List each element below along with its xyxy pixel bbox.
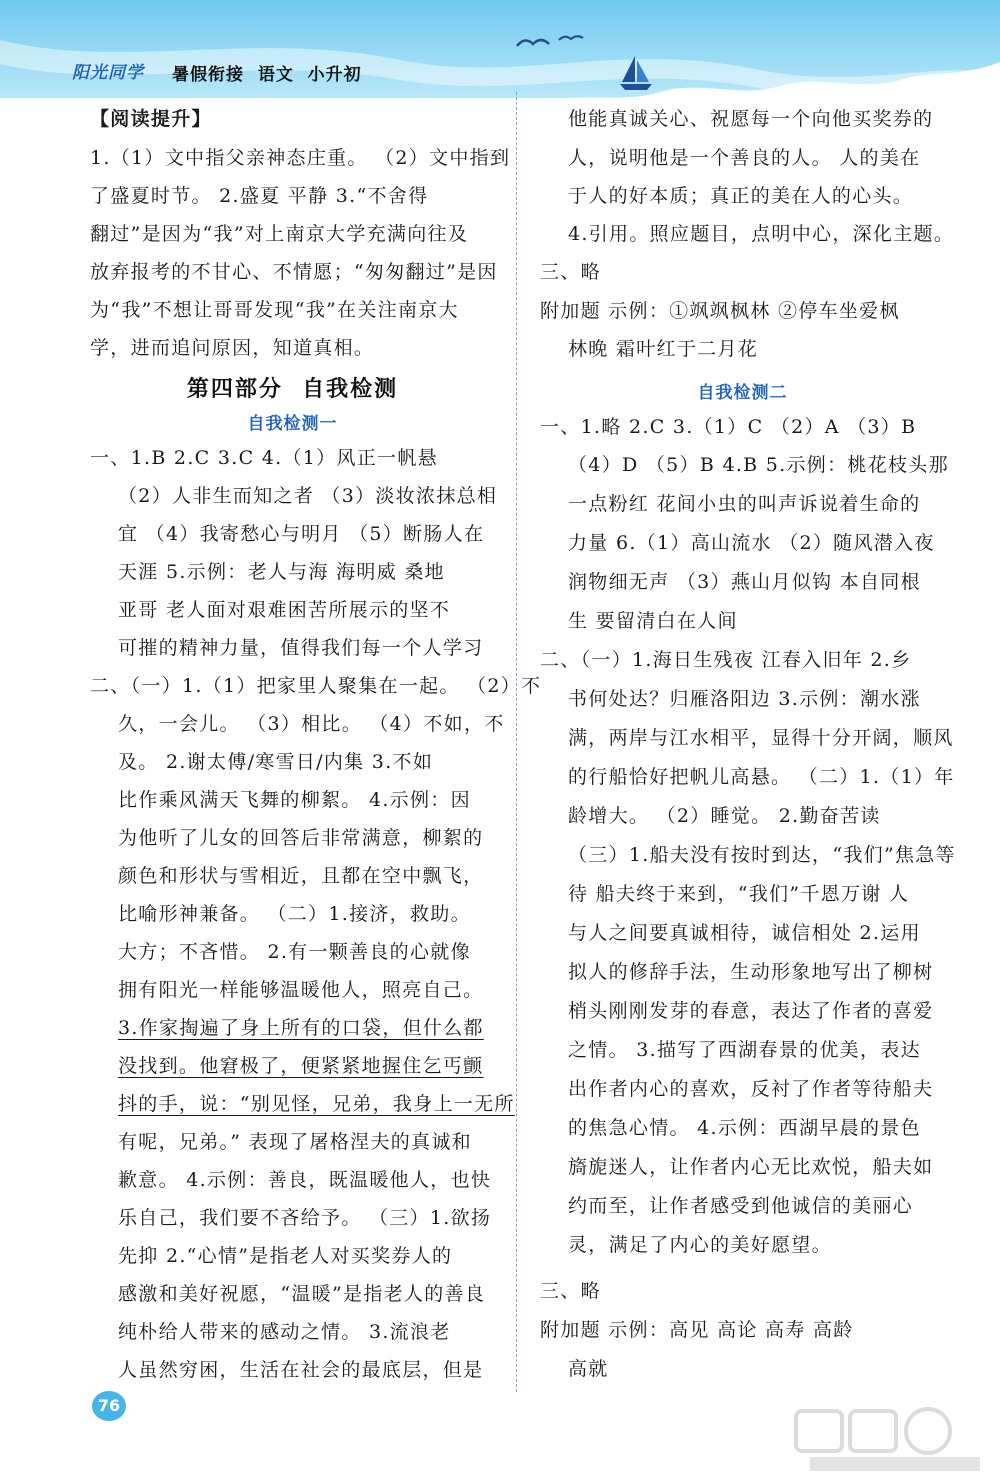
answer-line: 放弃报考的不甘心、不情愿；“匆匆翻过”是因: [90, 261, 498, 283]
answer-line: 可摧的精神力量，值得我们每一个人学习: [118, 637, 484, 659]
seagull-icon: [515, 32, 585, 54]
answer-line: 学，进而追问原因，知道真相。: [90, 337, 375, 359]
answer-line: 之情。 3.描写了西湖春景的优美，表达: [568, 1039, 921, 1061]
answer-line: 与人之间要真诚相待，诚信相处 2.运用: [568, 922, 921, 944]
answer-line: 约而至，让作者感受到他诚信的美丽心: [568, 1195, 914, 1217]
answer-line: 亚哥 老人面对艰难困苦所展示的坚不: [118, 599, 451, 621]
answer-line: 一、1.B 2.C 3.C 4.（1）风正一帆悬: [90, 447, 438, 469]
answer-line: 润物细无声 （3）燕山月似钩 本自同根: [568, 571, 921, 593]
answer-line: 久，一会儿。 （3）相比。 （4）不如，不: [118, 713, 505, 735]
answer-line: 天涯 5.示例：老人与海 海明威 桑地: [118, 561, 445, 583]
underlined-answer-line: 3.作家掏遍了身上所有的口袋，但什么都: [118, 1017, 484, 1039]
answer-line: 比作乘风满天飞舞的柳絮。 4.示例：因: [118, 789, 471, 811]
answer-line: 灵，满足了内心的美好愿望。: [568, 1234, 832, 1256]
underlined-answer-line: 抖的手，说：“别见怪，兄弟，我身上一无所: [118, 1093, 515, 1115]
answer-line: 于人的好本质；真正的美在人的心头。: [568, 185, 914, 207]
answer-line: 及。 2.谢太傅/寒雪日/内集 3.不如: [118, 751, 434, 773]
column-divider: [516, 92, 517, 1392]
answer-line: 梢头刚刚发芽的春意，表达了作者的喜爱: [568, 1000, 934, 1022]
part-title: 第四部分 自我检测: [186, 377, 399, 402]
test1-title: 自我检测一: [247, 414, 338, 434]
answer-line: 拥有阳光一样能够温暖他人，照亮自己。: [118, 979, 484, 1001]
answer-line: 纯朴给人带来的感动之情。 3.流浪老: [118, 1321, 451, 1343]
page-number-badge: 76: [92, 1391, 126, 1421]
answer-line: 比喻形神兼备。 （二）1.接济，救助。: [118, 903, 471, 925]
answer-line: 4.引用。照应题目，点明中心，深化主题。: [568, 223, 955, 245]
answer-line: 为“我”不想让哥哥发现“我”在关注南京大: [90, 299, 459, 321]
answer-line: 了盛夏时节。 2.盛夏 平静 3.“不舍得: [90, 185, 429, 207]
underlined-answer-line: 没找到。他窘极了，便紧紧地握住乞丐颤: [118, 1055, 484, 1077]
answer-line: 有呢，兄弟。” 表现了屠格涅夫的真诚和: [118, 1131, 472, 1153]
answer-line: 感激和美好祝愿，“温暖”是指老人的善良: [118, 1283, 486, 1305]
answer-line: 歉意。 4.示例：善良，既温暖他人，也快: [118, 1169, 492, 1191]
answer-line: 满，两岸与江水相平，显得十分开阔，顺风: [568, 727, 954, 749]
bonus-question-line: 附加题 示例：①飒飒枫林 ②停车坐爱枫: [540, 300, 900, 322]
test2-title: 自我检测二: [697, 383, 788, 403]
section-label-reading: 【阅读提升】: [90, 108, 212, 130]
answer-line: 三、略: [540, 1280, 601, 1302]
answer-line: 书何处达？归雁洛阳边 3.示例：潮水涨: [568, 688, 921, 710]
sailboat-icon: [618, 52, 654, 94]
answer-line: 先抑 2.“心情”是指老人对买奖券人的: [118, 1245, 453, 1267]
header-banner: [0, 0, 1000, 110]
answer-line: 为他听了儿女的回答后非常满意，柳絮的: [118, 827, 484, 849]
bonus-question-line: 附加题 示例：高见 高论 高寿 高龄: [540, 1319, 854, 1341]
answer-line: 拟人的修辞手法，生动形象地写出了柳树: [568, 961, 934, 983]
answer-line: 生 要留清白在人间: [568, 610, 738, 632]
answer-line: 的焦急心情。 4.示例：西湖早晨的景色: [568, 1117, 921, 1139]
answer-line: 宜 （4）我寄愁心与明月 （5）断肠人在: [118, 523, 485, 545]
answer-line: 二、（一）1.海日生残夜 江春入旧年 2.乡: [540, 649, 912, 671]
answer-line: 一点粉红 花间小虫的叫声诉说着生命的: [568, 493, 921, 515]
sky-wave-background: [0, 0, 1000, 110]
answer-line: 大方；不吝惜。 2.有一颗善良的心就像: [118, 941, 471, 963]
answer-line: 旖旎迷人，让作者内心无比欢悦，船夫如: [568, 1156, 934, 1178]
answer-line: 待 船夫终于来到，“我们”千恩万谢 人: [568, 883, 910, 905]
answer-line: 出作者内心的喜欢，反衬了作者等待船夫: [568, 1078, 934, 1100]
answer-line: （4）D （5）B 4.B 5.示例：桃花枝头那: [568, 454, 949, 476]
series-title: 暑假衔接 语文 小升初: [172, 65, 362, 85]
answer-watermark-logo: [790, 1405, 1000, 1475]
answer-line: 力量 6.（1）高山流水 （2）随风潜入夜: [568, 532, 935, 554]
answer-line: 的行船恰好把帆儿高悬。 （二）1.（1）年: [568, 766, 955, 788]
answer-line: 颜色和形状与雪相近，且都在空中飘飞，: [118, 865, 484, 887]
answer-line: 1.（1）文中指父亲神态庄重。 （2）文中指到: [90, 147, 511, 169]
answer-line: 人，说明他是一个善良的人。 人的美在: [568, 147, 921, 169]
answer-line: 龄增大。 （2）睡觉。 2.勤奋苦读: [568, 805, 881, 827]
answer-line: 乐自己，我们要不吝给予。 （三）1.欲扬: [118, 1207, 492, 1229]
answer-line: 林晚 霜叶红于二月花: [568, 338, 759, 360]
brand-logo-text: 阳光同学: [72, 63, 144, 83]
answer-line: 翻过”是因为“我”对上南京大学充满向往及: [90, 223, 469, 245]
answer-line: 三、略: [540, 261, 601, 283]
answer-line: 他能真诚关心、祝愿每一个向他买奖券的: [568, 108, 934, 130]
answer-line: 二、（一）1.（1）把家里人聚集在一起。 （2）不: [90, 675, 542, 697]
answer-line: 一、1.略 2.C 3.（1）C （2）A （3）B: [540, 416, 917, 438]
answer-line: （三）1.船夫没有按时到达，“我们”焦急等: [568, 844, 956, 866]
answer-line: （2）人非生而知之者 （3）淡妆浓抹总相: [118, 485, 498, 507]
answer-line: 人虽然穷困，生活在社会的最底层，但是: [118, 1359, 484, 1381]
answer-line: 高就: [568, 1358, 609, 1380]
